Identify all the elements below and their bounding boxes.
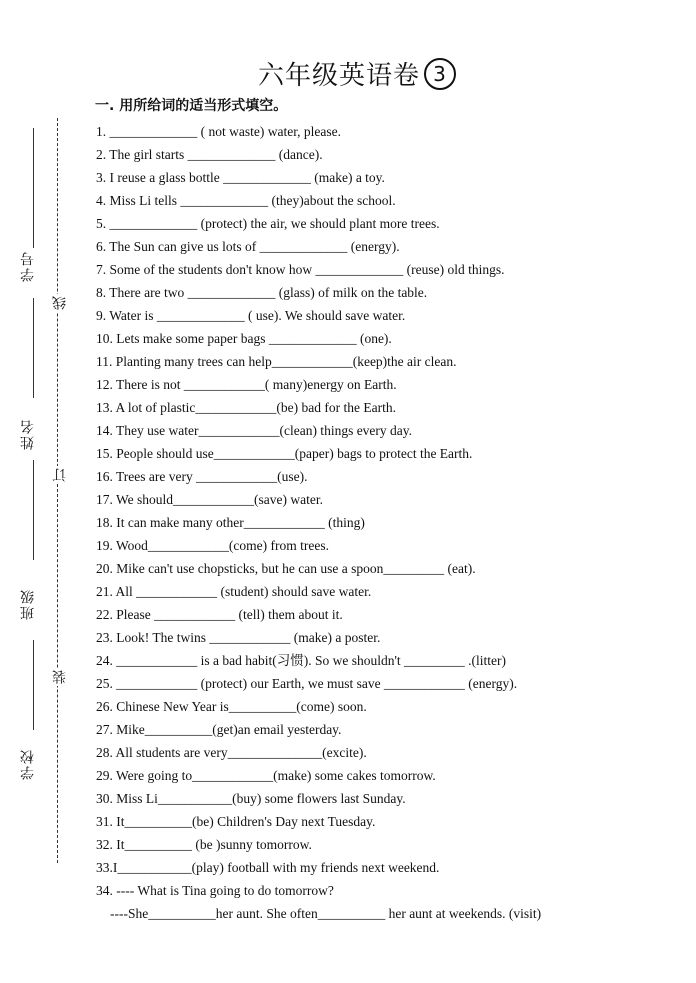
circled-number-badge: 3 (424, 58, 456, 90)
question-25: 25. ____________ (protect) our Earth, we must save ____________ (energy). (96, 676, 518, 691)
question-34-answer-line: ----She__________her aunt. She often__________ her aunt at weekends. (visit) (110, 906, 542, 921)
question-34: 34. ---- What is Tina going to do tomorrow? (96, 883, 334, 898)
question-3: 3. I reuse a glass bottle _____________ (make) a toy. (96, 170, 385, 185)
section-heading: 一. 用所给词的适当形式填空。 (95, 98, 288, 114)
question-19: 19. Wood____________(come) from trees. (96, 538, 329, 553)
question-17: 17. We should____________(save) water. (96, 492, 324, 507)
question-23: 23. Look! The twins ____________ (make) a poster. (96, 630, 381, 645)
school-label: 学校 (20, 748, 36, 780)
question-26: 26. Chinese New Year is__________(come) soon. (96, 699, 367, 714)
binding-line-2 (33, 298, 34, 398)
page-title (258, 55, 456, 92)
class-label: 班级 (20, 588, 36, 620)
binding-line-3 (33, 460, 34, 560)
question-6: 6. The Sun can give us lots of _____________ (energy). (96, 239, 400, 254)
question-10: 10. Lets make some paper bags _____________ (one). (96, 331, 392, 346)
question-5: 5. _____________ (protect) the air, we should plant more trees. (96, 216, 440, 231)
question-12: 12. There is not ____________( many)energy on Earth. (96, 377, 397, 392)
question-22: 22. Please ____________ (tell) them about it. (96, 607, 343, 622)
question-31: 31. It__________(be) Children's Day next Tuesday. (96, 814, 376, 829)
student-id-label: 学号 (20, 250, 36, 282)
name-label: 姓名 (20, 418, 36, 450)
binding-dashed-line (57, 118, 58, 863)
question-4: 4. Miss Li tells _____________ (they)about the school. (96, 193, 396, 208)
binding-line-1 (33, 128, 34, 248)
question-15: 15. People should use____________(paper) bags to protect the Earth. (96, 446, 473, 461)
question-11: 11. Planting many trees can help____________(keep)the air clean. (96, 354, 457, 369)
question-29: 29. Were going to____________(make) some cakes tomorrow. (96, 768, 436, 783)
question-14: 14. They use water____________(clean) things every day. (96, 423, 413, 438)
question-7: 7. Some of the students don't know how _____________ (reuse) old things. (96, 262, 505, 277)
question-24: 24. ____________ is a bad habit(习惯). So we shouldn't _________ .(litter) (96, 653, 507, 668)
question-20: 20. Mike can't use chopsticks, but he can use a spoon_________ (eat). (96, 561, 476, 576)
question-2: 2. The girl starts _____________ (dance). (96, 147, 323, 162)
question-18: 18. It can make many other____________ (thing) (96, 515, 365, 530)
question-13: 13. A lot of plastic____________(be) bad for the Earth. (96, 400, 396, 415)
question-27: 27. Mike__________(get)an email yesterday. (96, 722, 342, 737)
binding-line-4 (33, 640, 34, 730)
question-8: 8. There are two _____________ (glass) of milk on the table. (96, 285, 428, 300)
question-30: 30. Miss Li___________(buy) some flowers last Sunday. (96, 791, 406, 806)
question-1: 1. _____________ ( not waste) water, please. (96, 124, 342, 139)
question-9: 9. Water is _____________ ( use). We should save water. (96, 308, 406, 323)
title-text: 六年级英语卷 (258, 61, 421, 91)
question-33: 33.I___________(play) football with my friends next weekend. (96, 860, 440, 875)
question-32: 32. It__________ (be )sunny tomorrow. (96, 837, 312, 852)
question-16: 16. Trees are very ____________(use). (96, 469, 308, 484)
binding-mark-xian: 线 (52, 296, 68, 310)
binding-mark-zhuang: 装 (52, 670, 68, 684)
binding-mark-ding: 订 (52, 468, 68, 482)
question-21: 21. All ____________ (student) should save water. (96, 584, 372, 599)
question-28: 28. All students are very______________(excite). (96, 745, 367, 760)
question-list (96, 120, 676, 925)
